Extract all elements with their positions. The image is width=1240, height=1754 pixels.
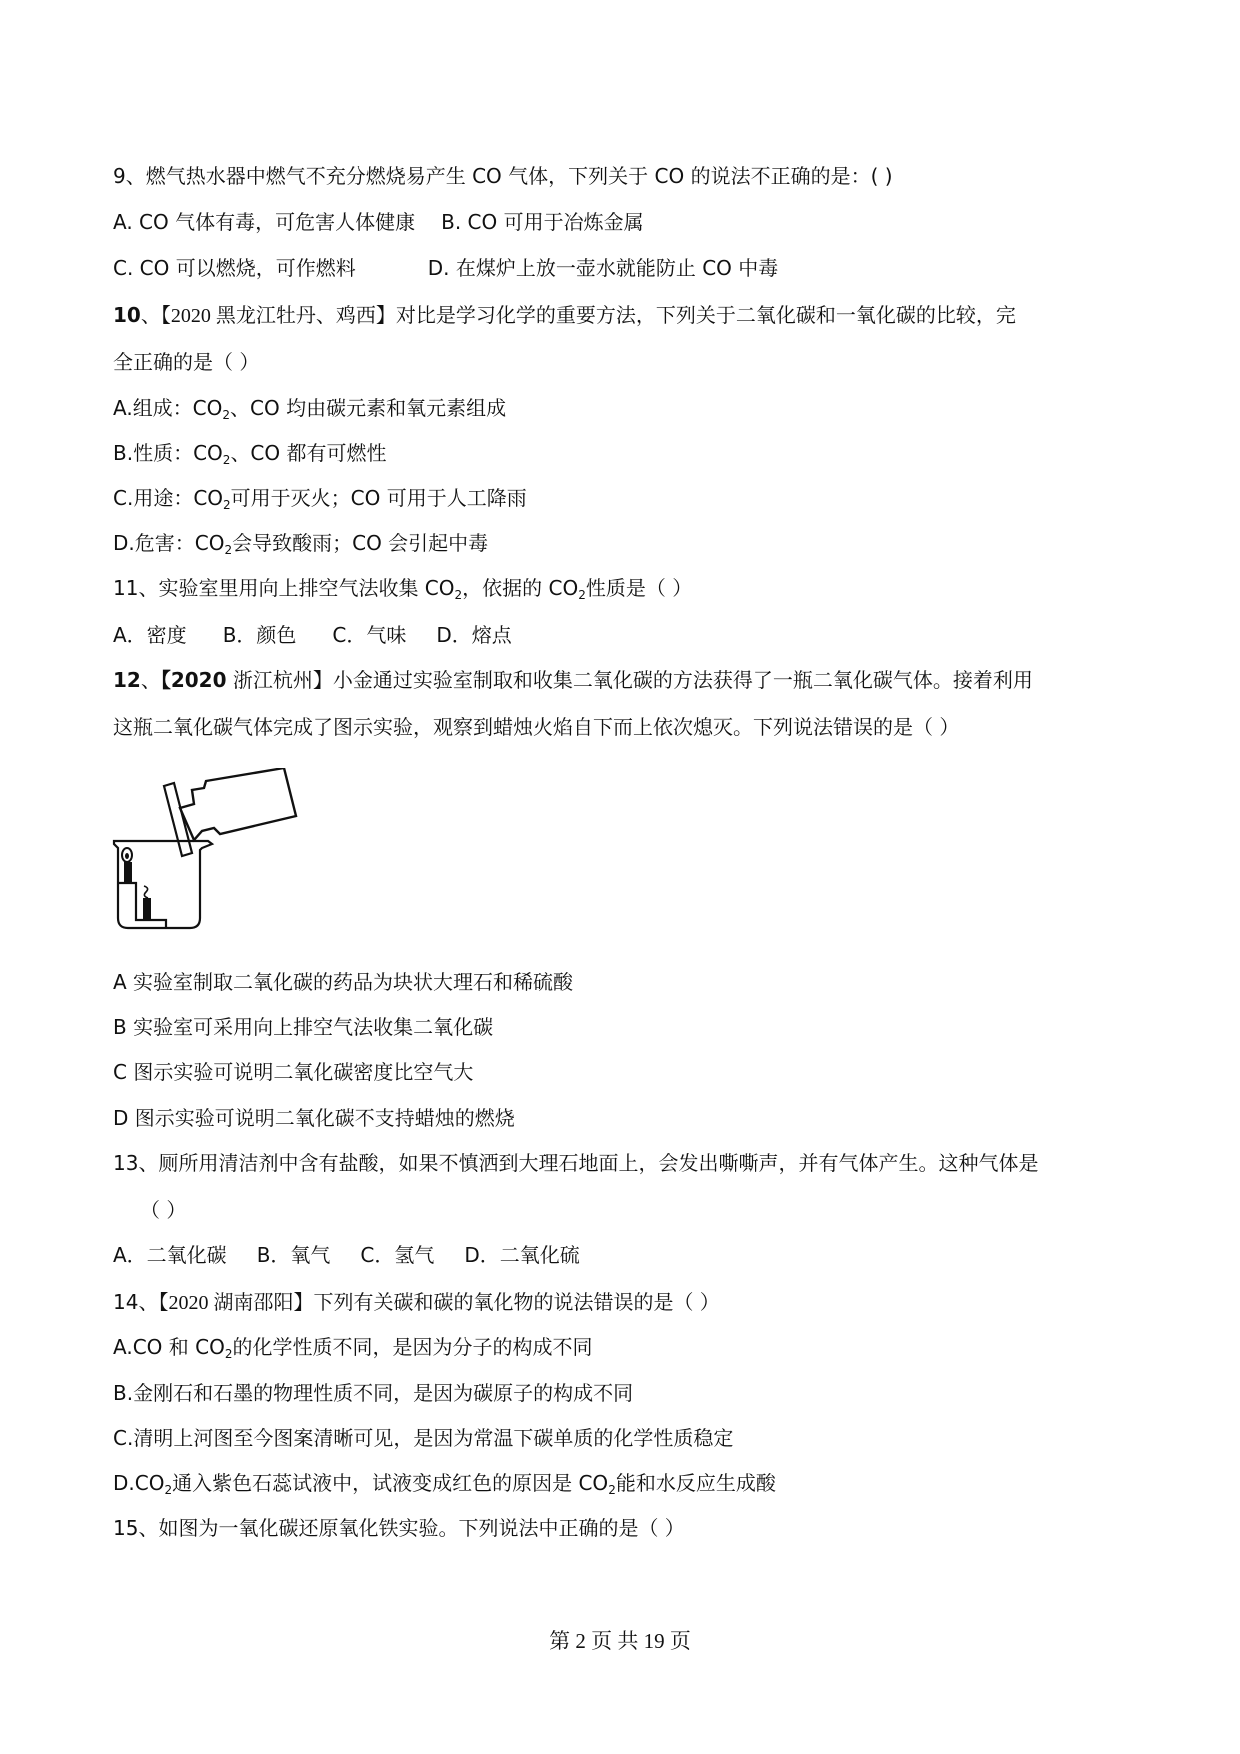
option-text: D.CO [113, 1471, 165, 1495]
stem-text: ，依据的 CO [462, 576, 579, 600]
option-text: A.组成：CO [113, 396, 223, 420]
question-12-separator: 、 [140, 668, 161, 692]
question-13-option-b: B．氧气 [256, 1243, 331, 1267]
question-13-options [113, 1242, 580, 1268]
option-text: D.危害：CO [113, 531, 225, 555]
option-text: 通入紫色石蕊试液中，试液变成红色的原因是 CO [172, 1471, 609, 1495]
subscript: 2 [608, 1483, 616, 1497]
question-11-option-c: C．气味 [332, 623, 407, 647]
question-12-text: 小金通过实验室制取和收集二氧化碳的方法获得了一瓶二氧化碳气体。接着利用 [332, 668, 1033, 692]
question-9-option-b: B. CO 可用于冶炼金属 [441, 210, 644, 234]
subscript: 2 [224, 543, 233, 557]
co2-candle-experiment-figure [108, 768, 303, 938]
option-text: 能和水反应生成酸 [615, 1471, 776, 1495]
option-text: 可用于灭火；CO 可用于人工降雨 [230, 486, 527, 510]
option-text: A.CO 和 CO [113, 1335, 225, 1359]
stem-text: 11、实验室里用向上排空气法收集 CO [113, 576, 455, 600]
stem-text: 性质是（ ） [585, 576, 693, 600]
question-10-number: 10 [113, 303, 141, 327]
question-10-option-d [113, 530, 488, 563]
question-14-option-a [113, 1334, 592, 1367]
question-10-source: 【2020 黑龙江牡丹、鸡西】 [160, 305, 396, 327]
question-13-stem-line1: 13、厕所用清洁剂中含有盐酸，如果不慎洒到大理石地面上，会发出嘶嘶声，并有气体产生。这种气体是 [113, 1151, 1039, 1175]
question-11-stem [113, 575, 692, 608]
question-14-stem [113, 1289, 720, 1316]
question-10-option-b [113, 440, 387, 473]
question-9-options-ab [113, 209, 644, 235]
question-12-option-b: B 实验室可采用向上排空气法收集二氧化碳 [113, 1015, 494, 1039]
question-9-option-a: A. CO 气体有毒，可危害人体健康 [113, 210, 416, 234]
subscript: 2 [224, 1347, 233, 1361]
question-12-source: 浙江杭州】 [226, 668, 333, 692]
subscript: 2 [222, 408, 231, 422]
question-13-option-a: A．二氧化碳 [113, 1243, 227, 1267]
option-text: 的化学性质不同，是因为分子的构成不同 [232, 1335, 593, 1359]
page-number-footer: 第 2 页 共 19 页 [549, 1629, 691, 1653]
question-12-number: 12 [113, 668, 141, 692]
question-10-stem-line2: 全正确的是（ ） [113, 350, 260, 374]
subscript: 2 [223, 498, 231, 512]
question-10-text: 对比是学习化学的重要方法，下列关于二氧化碳和一氧化碳的比较，完 [395, 303, 1016, 327]
question-14-number: 14、 [113, 1290, 159, 1314]
question-14-option-b: B.金刚石和石墨的物理性质不同，是因为碳原子的构成不同 [113, 1381, 634, 1405]
question-11-option-a: A．密度 [113, 623, 187, 647]
question-12-option-d: D 图示实验可说明二氧化碳不支持蜡烛的燃烧 [113, 1106, 515, 1130]
question-14-source: 【2020 湖南邵阳】 [158, 1292, 314, 1314]
question-9-stem: 9、燃气热水器中燃气不充分燃烧易产生 CO 气体，下列关于 CO 的说法不正确的是：( ) [113, 164, 893, 188]
subscript: 2 [164, 1483, 173, 1497]
question-9-options-cd [113, 255, 778, 281]
subscript: 2 [222, 453, 231, 467]
option-text: 、CO 都有可燃性 [230, 441, 387, 465]
question-12-option-c: C 图示实验可说明二氧化碳密度比空气大 [113, 1060, 474, 1084]
question-14-option-d [113, 1470, 776, 1503]
question-10-stem-line1 [113, 302, 1016, 329]
question-11-options [113, 622, 512, 648]
question-12-stem-line1 [113, 667, 1033, 693]
question-11-option-d: D．熔点 [436, 623, 512, 647]
question-13-option-d: D．二氧化硫 [464, 1243, 580, 1267]
question-12-source-year: 【2020 [160, 668, 227, 692]
beaker-candles-bottle-icon [108, 768, 303, 938]
question-12-stem-line2: 这瓶二氧化碳气体完成了图示实验，观察到蜡烛火焰自下而上依次熄灭。下列说法错误的是（ ） [113, 715, 960, 739]
subscript: 2 [578, 588, 586, 602]
option-text: C.用途：CO [113, 486, 224, 510]
question-10-option-a [113, 395, 506, 428]
option-text: 、CO 均由碳元素和氧元素组成 [230, 396, 507, 420]
question-9-option-d: D. 在煤炉上放一壶水就能防止 CO 中毒 [427, 256, 779, 280]
question-12-option-a: A 实验室制取二氧化碳的药品为块状大理石和稀硫酸 [113, 970, 574, 994]
question-13-stem-line2: （ ） [140, 1198, 187, 1222]
option-text: 会导致酸雨；CO 会引起中毒 [232, 531, 489, 555]
question-15-stem: 15、如图为一氧化碳还原氧化铁实验。下列说法中正确的是（ ） [113, 1516, 685, 1540]
question-10-separator: 、 [140, 303, 161, 327]
question-13-option-c: C．氢气 [360, 1243, 435, 1267]
question-14-text: 下列有关碳和碳的氧化物的说法错误的是（ ） [313, 1290, 720, 1314]
question-10-option-c [113, 485, 527, 518]
question-9-option-c: C. CO 可以燃烧，可作燃料 [113, 256, 356, 280]
subscript: 2 [454, 588, 463, 602]
question-14-option-c: C.清明上河图至今图案清晰可见，是因为常温下碳单质的化学性质稳定 [113, 1426, 734, 1450]
question-11-option-b: B．颜色 [222, 623, 297, 647]
option-text: B.性质：CO [113, 441, 223, 465]
